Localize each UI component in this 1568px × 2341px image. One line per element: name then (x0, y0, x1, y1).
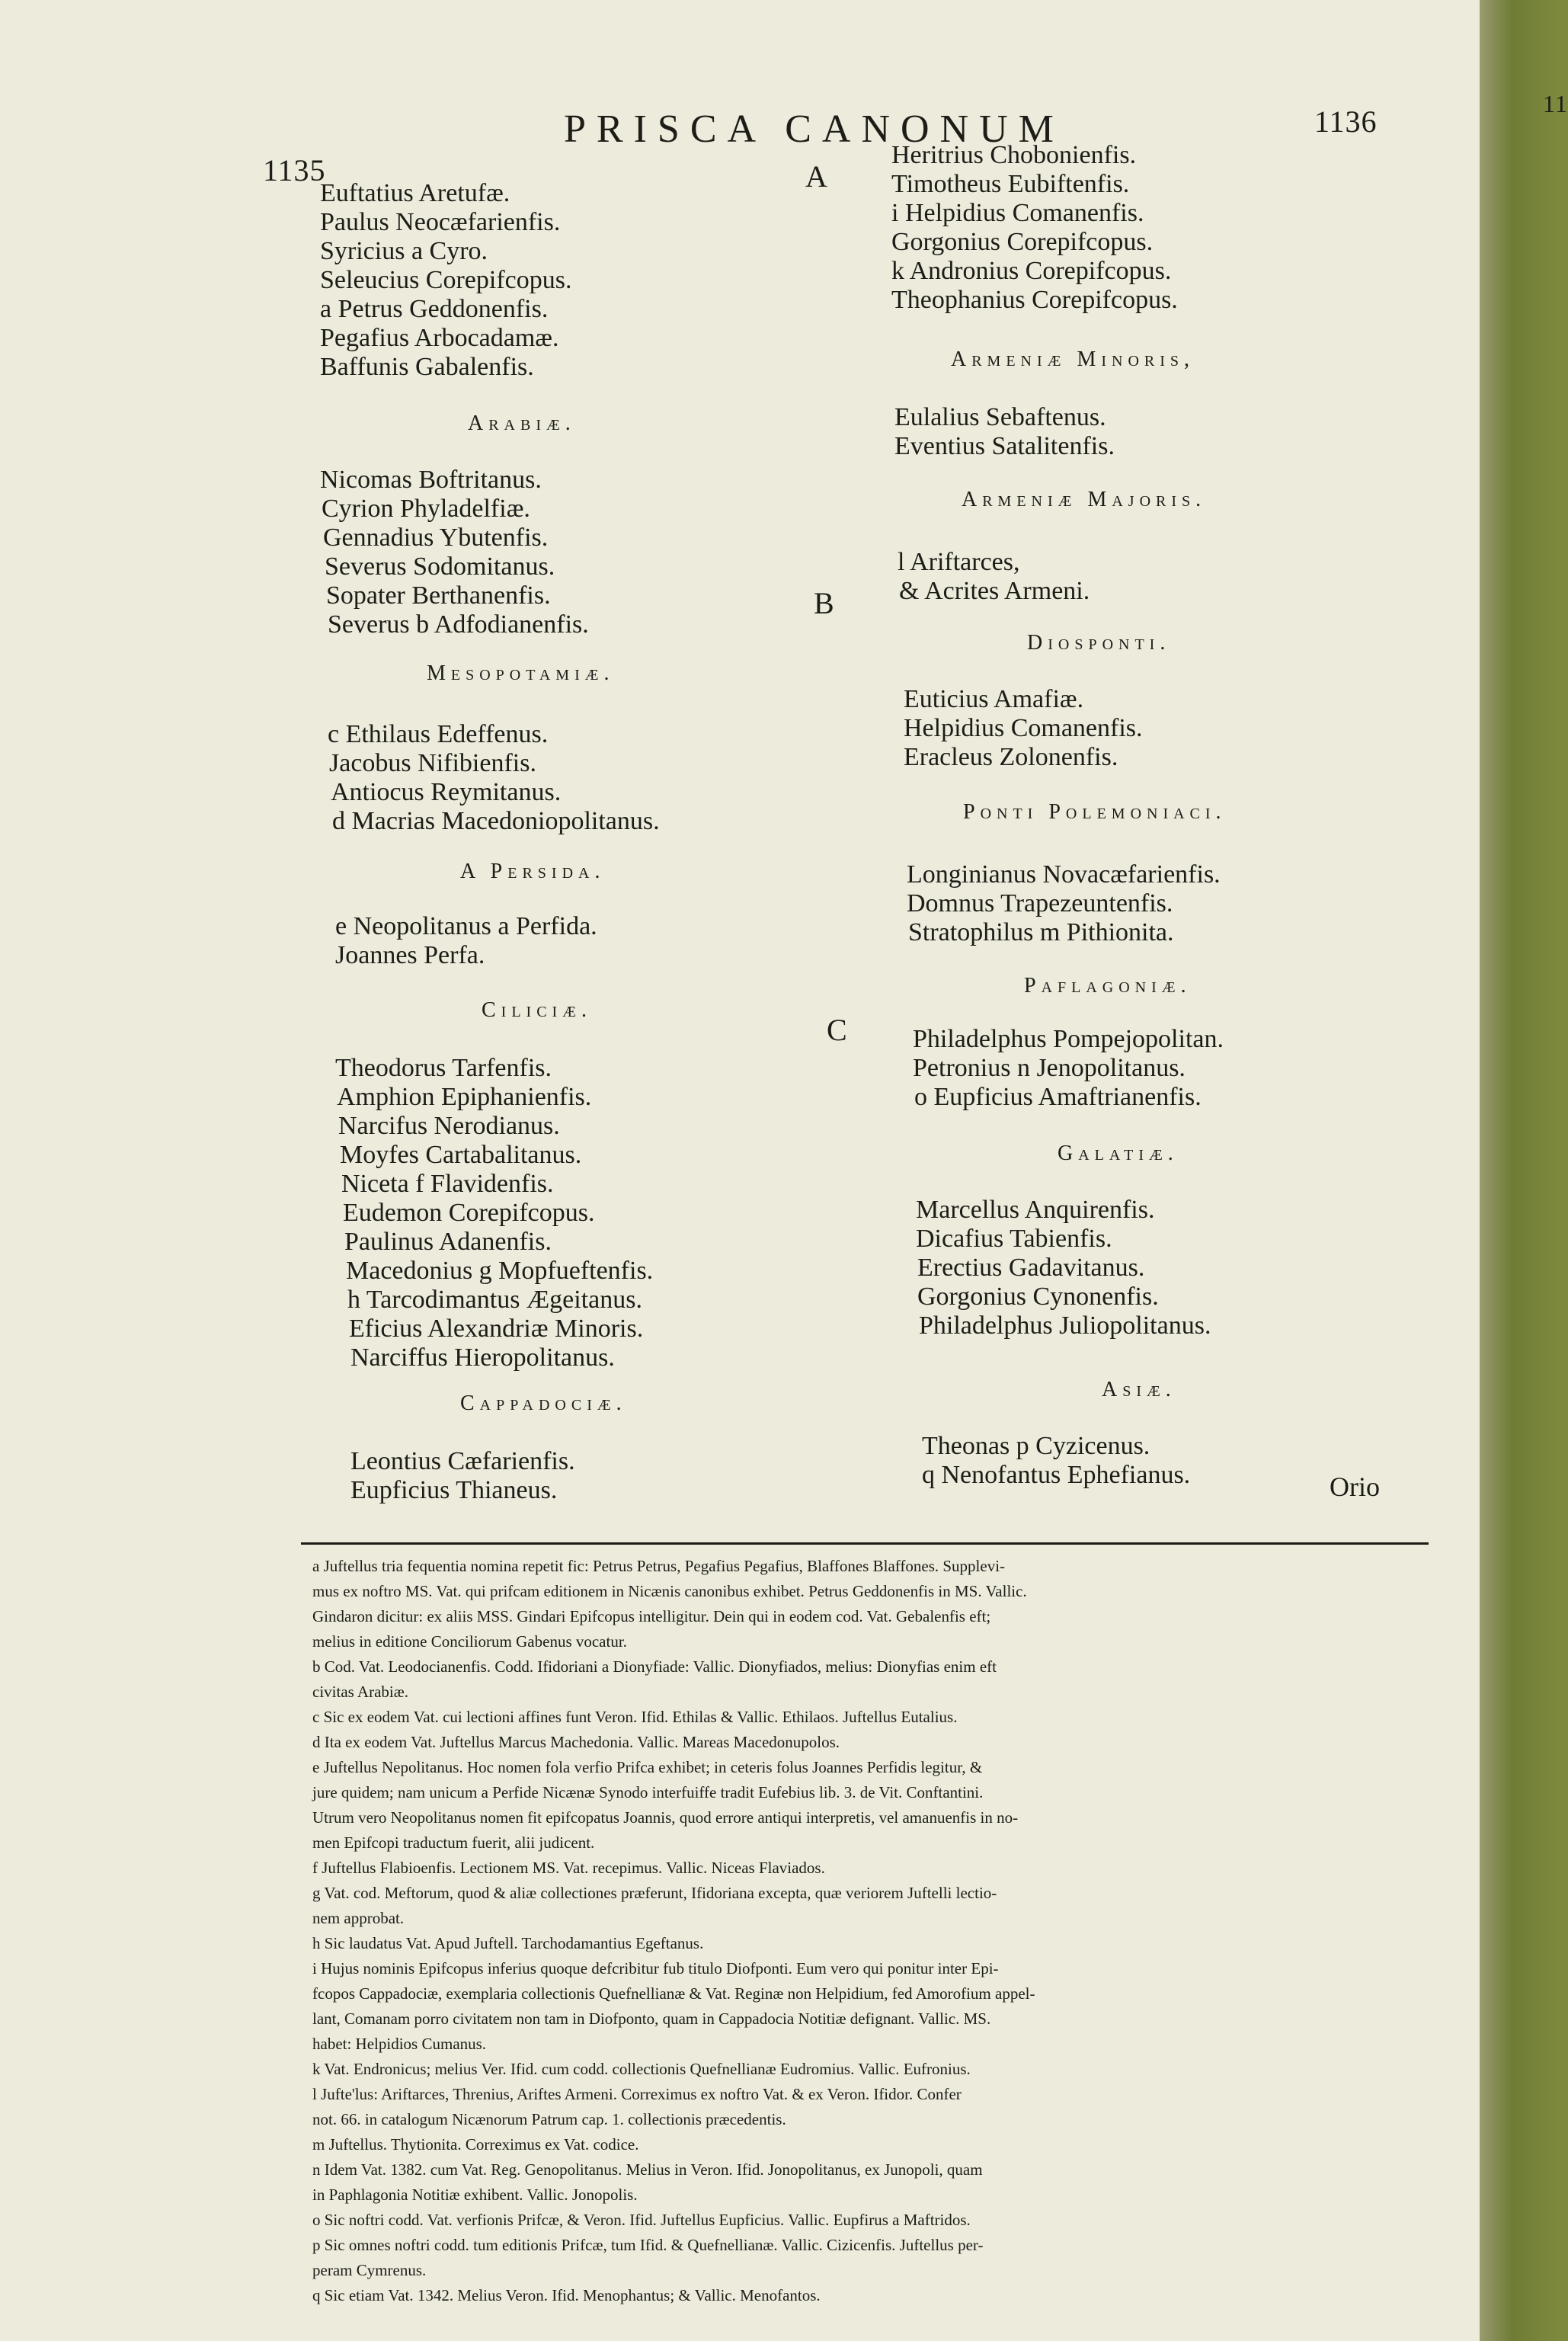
left-entry: Sopater Berthanenfis. (326, 581, 551, 610)
footnote-line: l Jufte'lus: Ariftarces, Threnius, Ariftes Armeni. Correximus ex noftro Vat. & ex Veron. Ifidor. Confer (312, 2085, 962, 2103)
footnote-line: c Sic ex eodem Vat. cui lectioni affines funt Veron. Ifid. Ethilas & Vallic. Ethilaos. Juftellus Eutalius. (312, 1708, 958, 1726)
left-entry: d Macrias Macedoniopolitanus. (332, 807, 660, 835)
right-entry: Eulalius Sebaftenus. (894, 403, 1106, 431)
left-entry: Jacobus Nifibienfis. (329, 749, 536, 777)
right-heading: Armeniæ Minoris, (951, 347, 1195, 371)
right-heading: Armeniæ Majoris. (962, 488, 1207, 511)
left-entry: h Tarcodimantus Ægeitanus. (347, 1286, 642, 1314)
left-entry: Seleucius Corepifcopus. (320, 266, 572, 294)
left-heading: Ciliciæ. (482, 998, 592, 1022)
footnote-line: e Juftellus Nepolitanus. Hoc nomen fola verfio Prifca exhibet; in ceteris folus Joannes Perfidis legitur, & (312, 1758, 983, 1776)
right-entry: Theonas p Cyzicenus. (922, 1432, 1150, 1460)
left-entry: Severus Sodomitanus. (325, 552, 555, 581)
left-entry: Syricius a Cyro. (320, 237, 488, 265)
left-entry: a Petrus Geddonenfis. (320, 295, 549, 323)
catchword: Orio (1330, 1472, 1380, 1502)
left-heading: Arabiæ. (468, 412, 576, 435)
left-entry: c Ethilaus Edeffenus. (328, 720, 549, 748)
footnote-line: habet: Helpidios Cumanus. (312, 2035, 487, 2053)
left-entry: Baffunis Gabalenfis. (320, 353, 534, 381)
right-entry: Gorgonius Cynonenfis. (917, 1283, 1159, 1311)
footnote-line: h Sic laudatus Vat. Apud Juftell. Tarchodamantius Egeftanus. (312, 1934, 704, 1952)
footnote-rule (301, 1542, 1429, 1545)
margin-letter-b: B (814, 586, 834, 620)
footnote-line: not. 66. in catalogum Nicænorum Patrum cap. 1. collectionis præcedentis. (312, 2110, 786, 2128)
left-entry: Narciffus Hieropolitanus. (350, 1343, 615, 1372)
right-entry: Philadelphus Juliopolitanus. (919, 1311, 1211, 1340)
right-entry: l Ariftarces, (898, 548, 1020, 576)
left-entry: Theodorus Tarfenfis. (335, 1054, 552, 1082)
left-entry: Paulinus Adanenfis. (344, 1228, 552, 1256)
footnote-line: melius in editione Conciliorum Gabenus vocatur. (312, 1632, 627, 1651)
footnote-line: o Sic noftri codd. Vat. verfionis Prifcæ, & Veron. Ifid. Juftellus Eupficius. Vallic. Eupfirus a Maftridos. (312, 2211, 971, 2229)
right-entry: Timotheus Eubiftenfis. (891, 170, 1130, 198)
footnote-line: i Hujus nominis Epifcopus inferius quoque defcribitur fub titulo Diofponti. Eum vero qui ponitur inter Epi- (312, 1959, 999, 1978)
right-entry: k Andronius Corepifcopus. (891, 257, 1172, 285)
right-heading: Paflagoniæ. (1024, 974, 1192, 998)
left-entry: Cyrion Phyladelfiæ. (322, 495, 530, 523)
right-entry: Domnus Trapezeuntenfis. (907, 889, 1173, 918)
left-heading: Mesopotamiæ. (427, 661, 615, 685)
footnote-line: peram Cymrenus. (312, 2261, 427, 2279)
left-entry: Narcifus Nerodianus. (338, 1112, 560, 1140)
right-entry: Theophanius Corepifcopus. (891, 286, 1178, 314)
left-entry: Antiocus Reymitanus. (331, 778, 562, 806)
page-title: PRISCA CANONUM (564, 107, 1064, 151)
right-entry: Eracleus Zolonenfis. (904, 743, 1118, 771)
right-entry: Erectius Gadavitanus. (917, 1254, 1145, 1282)
edge-page-number: 11 (1543, 90, 1568, 117)
left-entry: Gennadius Ybutenfis. (323, 524, 549, 552)
footnote-line: q Sic etiam Vat. 1342. Melius Veron. Ifid. Menophantus; & Vallic. Menofantos. (312, 2286, 821, 2304)
left-entry: Severus b Adfodianenfis. (328, 610, 589, 639)
footnote-line: civitas Arabiæ. (312, 1683, 408, 1701)
footnote-line: d Ita ex eodem Vat. Juftellus Marcus Machedonia. Vallic. Mareas Macedonupolos. (312, 1733, 840, 1751)
left-entry: Macedonius g Mopfueftenfis. (346, 1257, 654, 1285)
left-heading: A Persida. (460, 860, 606, 883)
left-entry: Euftatius Aretufæ. (320, 179, 510, 207)
left-entry: Nicomas Boftritanus. (320, 466, 542, 494)
right-heading: Ponti Polemoniaci. (963, 800, 1227, 824)
footnote-line: mus ex noftro MS. Vat. qui prifcam editionem in Nicænis canonibus exhibet. Petrus Geddonenfis in MS. Vallic. (312, 1582, 1027, 1600)
footnote-line: a Juftellus tria fequentia nomina repetit fic: Petrus Petrus, Pegafius Pegafius, Blaffones Blaffones. Supplevi- (312, 1557, 1006, 1575)
footnote-line: in Paphlagonia Notitiæ exhibent. Vallic. Jonopolis. (312, 2186, 638, 2204)
right-entry: Heritrius Chobonienfis. (891, 141, 1137, 169)
right-entry: Gorgonius Corepifcopus. (891, 228, 1154, 256)
footnote-line: lant, Comanam porro civitatem non tam in Diofponto, quam in Cappadocia Notitiæ defignant. Vallic. MS. (312, 2010, 991, 2028)
footnote-line: m Juftellus. Thytionita. Correximus ex Vat. codice. (312, 2135, 639, 2154)
left-entry: Niceta f Flavidenfis. (341, 1170, 554, 1198)
footnote-line: b Cod. Vat. Leodocianenfis. Codd. Ifidoriani a Dionyfiade: Vallic. Dionyfiados, melius: Dionyfias enim eft (312, 1657, 997, 1676)
right-entry: q Nenofantus Ephefianus. (922, 1461, 1191, 1489)
right-heading: Diosponti. (1027, 631, 1171, 655)
footnote-line: men Epifcopi traductum fuerit, alii judicent. (312, 1833, 595, 1852)
footnote-line: jure quidem; nam unicum a Perfide Nicænæ Synodo interfuiffe tradit Eufebius lib. 3. de Vit. Conftantini. (312, 1783, 984, 1801)
right-heading: Galatiæ. (1058, 1142, 1179, 1165)
footnote-line: nem approbat. (312, 1909, 405, 1927)
footnote-line: Utrum vero Neopolitanus nomen fit epifcopatus Joannis, quod errore antiqui interpretis, vel amanuenfis in no- (312, 1808, 1019, 1827)
footnote-line: n Idem Vat. 1382. cum Vat. Reg. Genopolitanus. Melius in Veron. Ifid. Jonopolitanus, ex Junopoli, quam (312, 2160, 983, 2179)
right-entry: Dicafius Tabienfis. (916, 1225, 1112, 1253)
left-entry: Eupficius Thianeus. (350, 1476, 558, 1504)
page-number-left: 1135 (263, 153, 326, 187)
left-heading: Cappadociæ. (460, 1391, 627, 1415)
left-entry: Joannes Perfa. (335, 941, 485, 969)
left-entry: Paulus Neocæfarienfis. (320, 208, 561, 236)
right-entry: Petronius n Jenopolitanus. (913, 1054, 1186, 1082)
page-number-right: 1136 (1314, 104, 1378, 139)
right-entry: Philadelphus Pompejopolitan. (913, 1025, 1224, 1053)
footnote-line: f Juftellus Flabioenfis. Lectionem MS. Vat. recepimus. Vallic. Niceas Flaviados. (312, 1859, 825, 1877)
left-entry: Moyfes Cartabalitanus. (340, 1141, 582, 1169)
book-gutter (1480, 0, 1568, 2341)
left-entry: Pegafius Arbocadamæ. (320, 324, 559, 352)
right-entry: Euticius Amafiæ. (904, 685, 1084, 713)
left-entry: Amphion Epiphanienfis. (337, 1083, 592, 1111)
footnote-line: k Vat. Endronicus; melius Ver. Ifid. cum codd. collectionis Quefnellianæ Eudromius. Vallic. Eufronius. (312, 2060, 971, 2078)
footnote-line: Gindaron dicitur: ex aliis MSS. Gindari Epifcopus intelligitur. Dein qui in eodem cod. Vat. Gebalenfis eft; (312, 1607, 991, 1625)
margin-letter-c: C (827, 1013, 847, 1047)
right-entry: Stratophilus m Pithionita. (908, 918, 1174, 946)
right-entry: Helpidius Comanenfis. (904, 714, 1143, 742)
right-entry: & Acrites Armeni. (899, 577, 1090, 605)
left-entry: Eficius Alexandriæ Minoris. (349, 1315, 644, 1343)
left-entry: e Neopolitanus a Perfida. (335, 912, 597, 940)
right-entry: Longinianus Novacæfarienfis. (907, 860, 1221, 889)
margin-letter-a: A (805, 159, 827, 194)
left-entry: Leontius Cæfarienfis. (350, 1447, 575, 1475)
right-entry: Marcellus Anquirenfis. (916, 1196, 1155, 1224)
footnote-line: g Vat. cod. Meftorum, quod & aliæ collectiones præferunt, Ifidoriana excepta, quæ veriorem Juftelli lectio- (312, 1884, 997, 1902)
footnote-line: fcopos Cappadociæ, exemplaria collectionis Quefnellianæ & Vat. Reginæ non Helpidium, fed Amorofium appel- (312, 1984, 1035, 2003)
right-entry: Eventius Satalitenfis. (894, 432, 1115, 460)
footnote-line: p Sic omnes noftri codd. tum editionis Prifcæ, tum Ifid. & Quefnellianæ. Vallic. Cizicenfis. Juftellus per- (312, 2236, 984, 2254)
right-entry: o Eupficius Amaftrianenfis. (914, 1083, 1202, 1111)
right-heading: Asiæ. (1102, 1378, 1176, 1401)
right-entry: i Helpidius Comanenfis. (891, 199, 1144, 227)
left-entry: Eudemon Corepifcopus. (343, 1199, 595, 1227)
